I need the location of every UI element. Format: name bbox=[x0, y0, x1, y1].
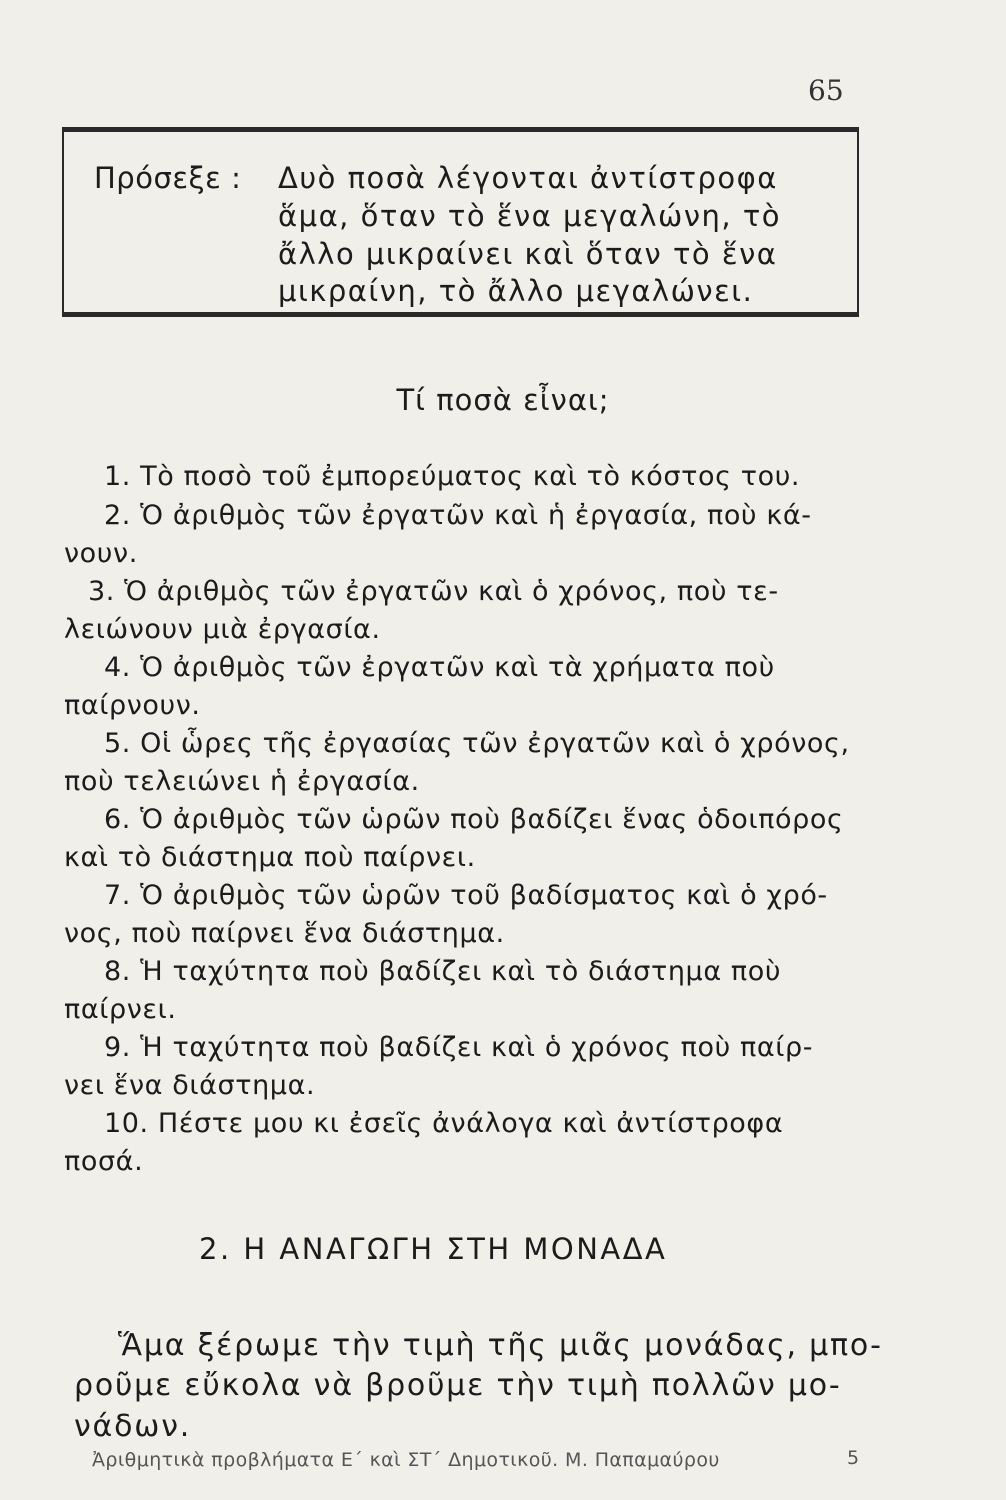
list-line: νουν. bbox=[64, 538, 138, 569]
list-line: 8. Ἡ ταχύτητα ποὺ βαδίζει καὶ τὸ διάστημα ποὺ bbox=[104, 956, 782, 987]
list-line: 4. Ὁ ἀριθμὸς τῶν ἐργατῶν καὶ τὰ χρήματα ποὺ bbox=[104, 652, 775, 683]
notice-label: Πρόσεξε : bbox=[94, 161, 242, 195]
list-line: 7. Ὁ ἀριθμὸς τῶν ὡρῶν τοῦ βαδίσματος καὶ ὁ χρό- bbox=[104, 880, 828, 911]
paragraph-line: Ἅμα ξέρωμε τὴν τιμὴ τῆς μιᾶς μονάδας, μπο- bbox=[118, 1328, 883, 1363]
notice-line: ἄλλο μικραίνει καὶ ὅταν τὸ ἕνα bbox=[278, 237, 778, 271]
paragraph-line: ροῦμε εὔκολα νὰ βροῦμε τὴν τιμὴ πολλῶν μο- bbox=[74, 1368, 842, 1403]
list-line: παίρνει. bbox=[64, 994, 177, 1025]
list-line: 9. Ἡ ταχύτητα ποὺ βαδίζει καὶ ὁ χρόνος ποὺ παίρ- bbox=[104, 1032, 814, 1063]
notice-line: μικραίνη, τὸ ἄλλο μεγαλώνει. bbox=[278, 274, 754, 308]
notice-line: Δυὸ ποσὰ λέγονται ἀντίστροφα bbox=[278, 161, 778, 195]
footer-text: Ἀριθμητικὰ προβλήματα Ε΄ καὶ ΣΤ΄ Δημοτικοῦ. Μ. Παπαμαύρου bbox=[92, 1449, 720, 1471]
page-number: 65 bbox=[808, 74, 844, 107]
signature-mark: 5 bbox=[847, 1447, 860, 1469]
paragraph-line: νάδων. bbox=[74, 1409, 192, 1444]
list-line: καὶ τὸ διάστημα ποὺ παίρνει. bbox=[64, 842, 476, 873]
list-line: 10. Πέστε μου κι ἐσεῖς ἀνάλογα καὶ ἀντίστροφα bbox=[104, 1108, 784, 1139]
list-line: ποὺ τελειώνει ἡ ἐργασία. bbox=[64, 766, 420, 797]
notice-line: ἅμα, ὅταν τὸ ἕνα μεγαλώνη, τὸ bbox=[278, 199, 782, 233]
list-line: νει ἕνα διάστημα. bbox=[64, 1070, 316, 1101]
list-line: λειώνουν μιὰ ἐργασία. bbox=[64, 614, 381, 645]
list-line: 5. Οἱ ὧρες τῆς ἐργασίας τῶν ἐργατῶν καὶ ὁ χρόνος, bbox=[104, 728, 850, 759]
list-line: 6. Ὁ ἀριθμὸς τῶν ὡρῶν ποὺ βαδίζει ἕνας ὁδοιπόρος bbox=[104, 804, 844, 835]
list-line: ποσά. bbox=[64, 1146, 144, 1177]
questions-heading: Τί ποσὰ εἶναι; bbox=[396, 383, 610, 417]
section-title: 2. Η ΑΝΑΓΩΓΗ ΣΤΗ ΜΟΝΑΔΑ bbox=[199, 1232, 668, 1266]
list-line: 3. Ὁ ἀριθμὸς τῶν ἐργατῶν καὶ ὁ χρόνος, ποὺ τε- bbox=[88, 576, 779, 607]
list-line: 1. Τὸ ποσὸ τοῦ ἐμπορεύματος καὶ τὸ κόστος του. bbox=[104, 461, 801, 492]
list-line: νος, ποὺ παίρνει ἕνα διάστημα. bbox=[64, 918, 505, 949]
list-line: παίρνουν. bbox=[64, 690, 201, 721]
list-line: 2. Ὁ ἀριθμὸς τῶν ἐργατῶν καὶ ἡ ἐργασία, ποὺ κά- bbox=[104, 500, 812, 531]
